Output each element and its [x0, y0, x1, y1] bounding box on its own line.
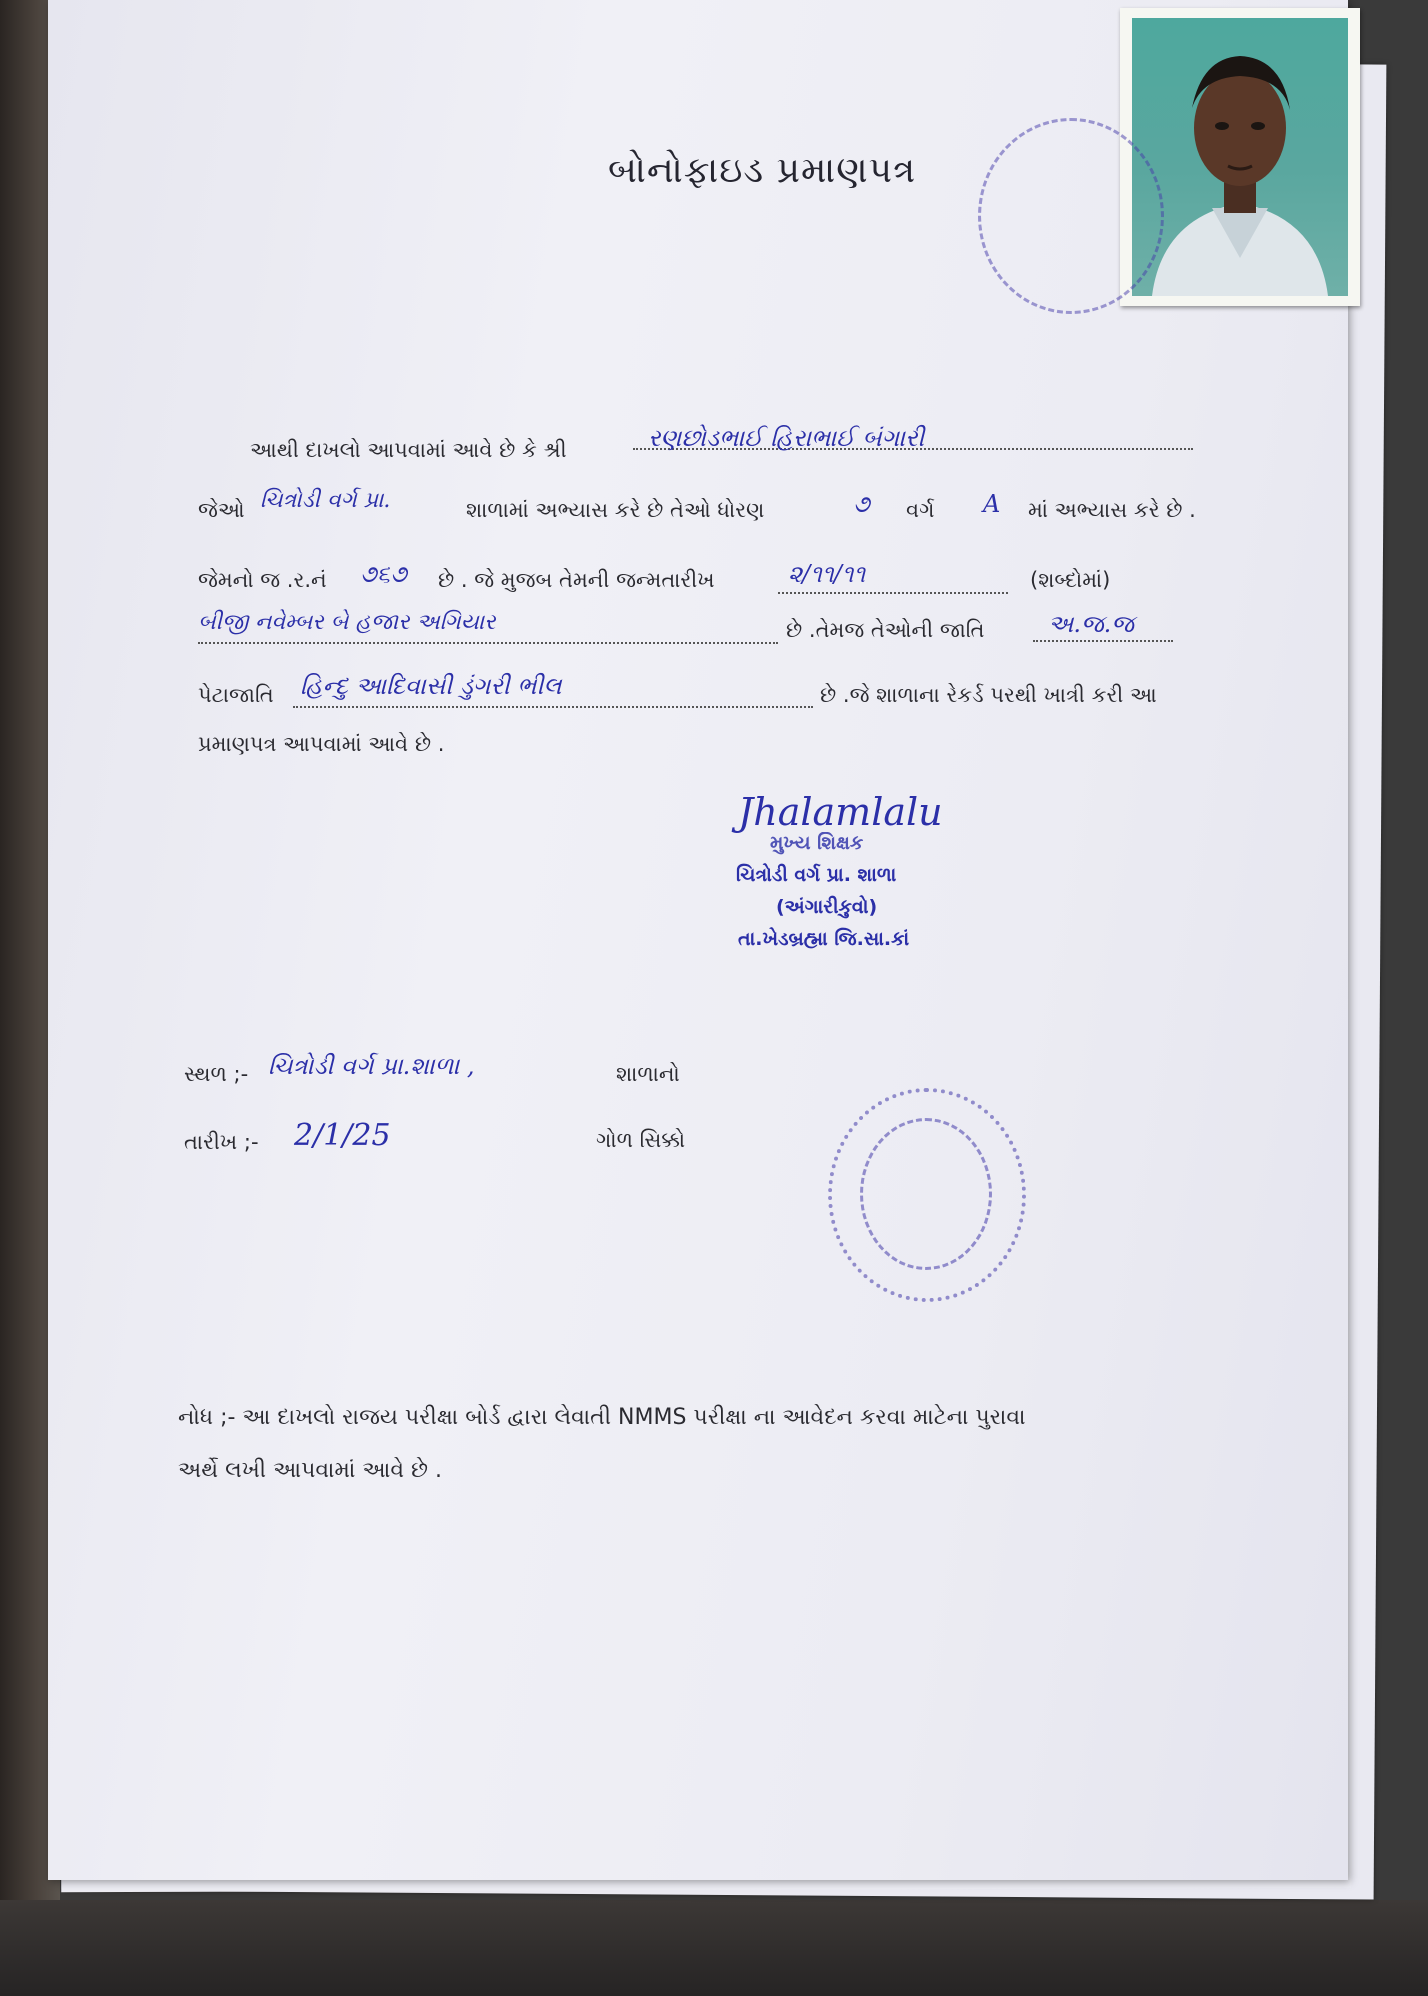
line2-prefix: જેઓ — [198, 498, 245, 522]
table-background-bottom — [0, 1900, 1428, 1996]
line3-prefix: જેમનો જ .ર.નં — [198, 568, 327, 592]
school-seal-label: શાળાનો — [616, 1062, 680, 1086]
seal-label: ગોળ સિક્કો — [596, 1128, 686, 1152]
student-portrait-icon — [1132, 18, 1348, 296]
line3-dots — [778, 592, 1008, 594]
birth-date: ૨/૧૧/૧૧ — [788, 560, 866, 588]
birth-date-words: બીજી નવેમ્બર બે હજાર અગિયાર — [198, 610, 496, 635]
student-name: રણછોડભાઈ હિરાભાઈ બંગારી — [648, 424, 925, 452]
place-value: ચિત્રોડી વર્ગ પ્રા.શાળા , — [268, 1052, 475, 1080]
line1-prefix: આથી દાખલો આપવામાં આવે છે કે શ્રી — [250, 438, 567, 462]
date-label: તારીખ ;- — [184, 1130, 259, 1154]
line4-mid: છે .તેમજ તેઓની જાતિ — [786, 618, 985, 642]
photo-stamp — [978, 118, 1164, 314]
school-name: ચિત્રોડી વર્ગ પ્રા. — [260, 488, 391, 513]
signature-taluka: તા.ખેડબ્રહ્મા જિ.સા.કાં — [738, 928, 910, 950]
line4-dots — [198, 642, 778, 644]
line2-mid2: વર્ગ — [906, 498, 935, 522]
note-line2: અર્થે લખી આપવામાં આવે છે . — [178, 1458, 443, 1483]
signature-place: (અંગારીકુવો) — [776, 896, 878, 918]
school-round-stamp-inner — [860, 1118, 992, 1270]
line4-caste-dots — [1033, 640, 1173, 642]
signature-scribble: Jhalamlalu — [738, 790, 943, 834]
line2-suffix: માં અભ્યાસ કરે છે . — [1028, 498, 1196, 522]
gr-number: ૭૬૭ — [360, 560, 407, 588]
line5-dots — [293, 706, 813, 708]
date-value: 2/1/25 — [294, 1118, 391, 1153]
line6-text: પ્રમાણપત્ર આપવામાં આવે છે . — [198, 732, 445, 756]
line2-mid: શાળામાં અભ્યાસ કરે છે તેઓ ધોરણ — [466, 498, 765, 522]
signature-role: મુખ્ય શિક્ષક — [770, 832, 864, 854]
line5-suffix: છે .જે શાળાના રેકર્ડ પરથી ખાત્રી કરી આ — [820, 683, 1157, 707]
subcaste-value: હિન્દુ આદિવાસી ડુંગરી ભીલ — [300, 672, 562, 700]
standard-value: ૭ — [853, 490, 870, 518]
line3-mid: છે . જે મુજબ તેમની જન્મતારીખ — [438, 568, 715, 592]
student-photo — [1120, 8, 1360, 306]
certificate-title: બોનોફાઇડ પ્રમાણપત્ર — [608, 150, 917, 191]
line3-suffix: (શબ્દોમાં) — [1030, 568, 1111, 592]
signature-school: ચિત્રોડી વર્ગ પ્રા. શાળા — [736, 864, 897, 886]
caste-value: અ.જ.જ — [1048, 610, 1134, 638]
class-value: A — [983, 490, 1001, 518]
certificate-page — [48, 0, 1348, 1880]
place-label: સ્થળ ;- — [184, 1062, 249, 1086]
photo-image — [1132, 18, 1348, 296]
line5-prefix: પેટાજાતિ — [198, 683, 274, 707]
note-line1: નોધ ;- આ દાખલો રાજય પરીક્ષા બોર્ડ દ્વારા લેવાતી NMMS પરીક્ષા ના આવેદન કરવા માટેના પુરાવા — [178, 1405, 1026, 1430]
